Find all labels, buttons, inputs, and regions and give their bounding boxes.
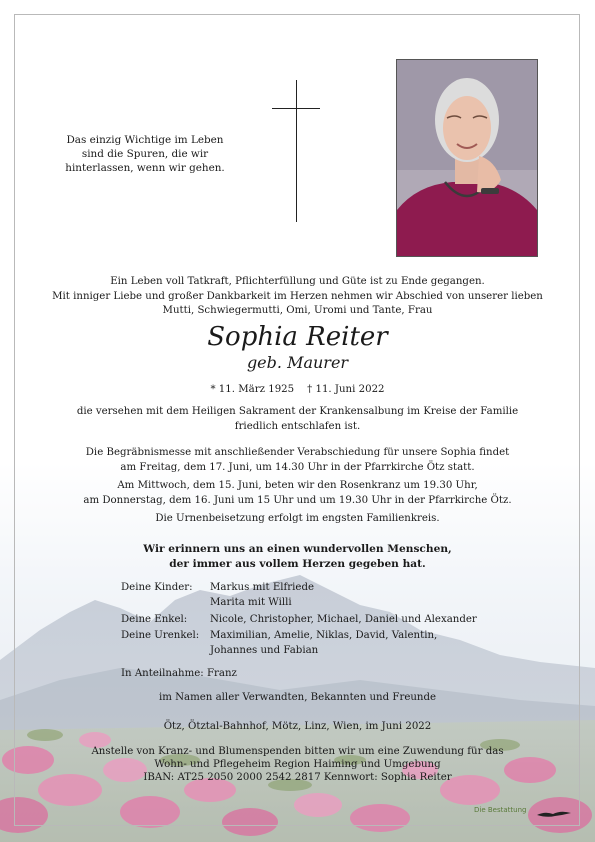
remembrance-line: der immer aus vollem Herzen gegeben hat. [169,557,426,570]
family-list [121,581,521,671]
rosary-text [30,479,565,509]
portrait-photo [396,59,538,257]
children-value: Marita mit Willi [210,597,292,608]
intro-line: Mutti, Schwiegermutti, Omi, Uromi und Tante, Frau [162,305,433,316]
children-label: Deine Kinder: [121,582,193,593]
quote-line: Das einzig Wichtige im Leben [66,134,224,146]
sacrament-line: friedlich entschlafen ist. [234,420,361,432]
sacrament-line: die versehen mit dem Heiligen Sakrament der Krankensalbung im Kreise der Familie [76,406,519,417]
sympathy-label: In Anteilnahme: [121,668,204,679]
funeral-line: am Freitag, dem 17. Juni, um 14.30 Uhr in der Pfarrkirche Ötz statt. [120,461,475,473]
funeral-line: Die Begräbnismesse mit anschließender Verabschiedung für unsere Sophia findet [85,447,510,458]
great-grandchildren-label: Deine Urenkel: [121,630,200,641]
death-date: 11. Juni 2022 [315,384,385,395]
birth-symbol: * [210,384,216,395]
deceased-name: Sophia Reiter [207,322,388,352]
donation-text [30,745,565,785]
portrait-illustration [397,60,537,256]
great-grandchildren-value: Johannes und Fabian [210,645,319,656]
sympathy-value: Franz [206,668,237,679]
donation-line: Anstelle von Kranz- und Blumenspenden bitten wir um eine Zuwendung für das [91,746,504,757]
cross-icon-crossbar [272,108,320,109]
memorial-quote [40,133,250,175]
quote-line: hinterlassen, wenn wir gehen. [65,162,225,174]
sympathy-row [121,667,521,683]
rosary-line: Am Mittwoch, dem 15. Juni, beten wir den Rosenkranz um 19.30 Uhr, [117,480,478,491]
relatives-line: im Namen aller Verwandten, Bekannten und Freunde [158,692,437,703]
birth-date: 11. März 1925 [218,384,295,395]
grandchildren-value: Nicole, Christopher, Michael, Daniel und Alexander [210,614,477,625]
intro-text [20,275,575,319]
quote-line: sind die Spuren, die wir [81,148,209,160]
intro-line: Mit inniger Liebe und großer Dankbarkeit im Herzen nehmen wir Abschied von unserer lieben [52,290,543,302]
bird-icon [537,810,571,818]
remembrance-line: Wir erinnern uns an einen wundervollen Menschen, [143,543,452,555]
grandchildren-label: Deine Enkel: [121,614,188,625]
children-value: Markus mit Elfriede [210,582,314,593]
death-symbol: † [307,384,313,395]
great-grandchildren-value: Maximilian, Amelie, Niklas, David, Valentin, [210,630,438,641]
donation-line: Wohn- und Pflegeheim Region Haiming und Umgebung [154,759,441,771]
funeral-mass-text [30,446,565,476]
remembrance-text [30,542,565,572]
rosary-line: am Donnerstag, dem 16. Juni um 15 Uhr und um 19.30 Uhr in der Pfarrkirche Ötz. [83,494,512,506]
footer-logo-text: Die Bestattung [474,806,527,814]
donation-line: IBAN: AT25 2050 2000 2542 2817 Kennwort: Sophia Reiter [143,772,452,784]
life-dates [20,383,575,397]
intro-line: Ein Leben voll Tatkraft, Pflichterfüllung und Güte ist zu Ende gegangen. [110,276,485,287]
urn-text: Die Urnenbeisetzung erfolgt im engsten Familienkreis. [155,513,440,524]
sacrament-text [30,405,565,435]
cross-icon [296,80,297,222]
places-line: Ötz, Ötztal-Bahnhof, Mötz, Linz, Wien, im Juni 2022 [163,721,432,732]
maiden-name: geb. Maurer [246,353,349,372]
